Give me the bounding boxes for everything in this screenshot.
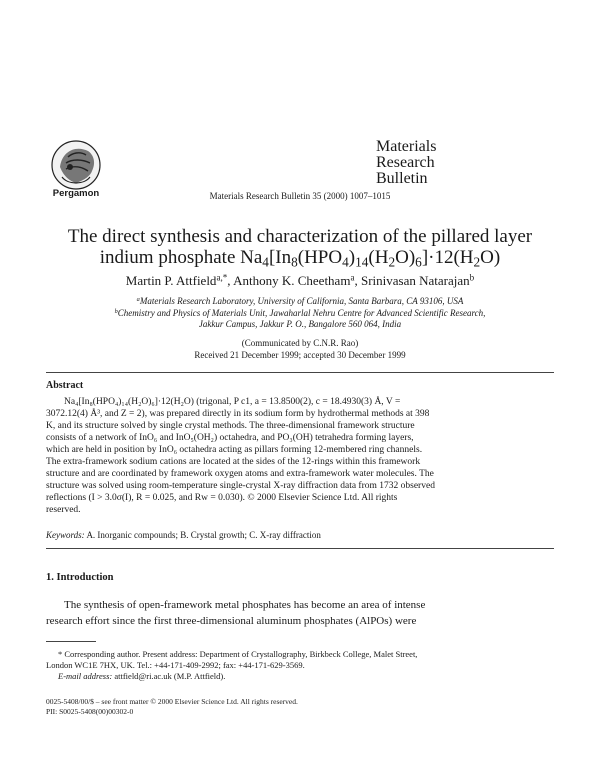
editorial-dates — [0, 338, 600, 361]
abstract-line: structure and are coordinated by framework oxygen atoms and extra-framework water molecules. The — [46, 469, 434, 479]
author-list: Martin P. Attfield$^{a,*}$, Anthony K. Cheetham$^a$, Srinivasan Natarajan$^b$ — [125, 272, 475, 288]
journal-reference: Materials Research Bulletin 35 (2000) 1007–1015 — [209, 191, 391, 201]
abstract-line: reflections (I > 3.0σ(I), R = 0.025, and Rw = 0.030). © 2000 Elsevier Science Ltd. All rights — [46, 493, 398, 503]
received-date: Received 21 December 1999; accepted 30 December 1999 — [194, 349, 406, 360]
footnote-line: London WC1E 7HX, UK. Tel.: +44-171-409-2992; fax: +44-171-629-3569. — [46, 660, 305, 670]
pii-line: PII: S0025-5408(00)00302-0 — [46, 707, 134, 716]
author-name: Martin P. Attfield — [125, 273, 217, 288]
brand-line: Research — [376, 154, 435, 171]
front-matter-line: 0025-5408/00/$ – see front matter © 2000 Elsevier Science Ltd. All rights reserved. — [46, 697, 298, 706]
abstract-body — [46, 396, 554, 516]
abstract-line: K, and its structure solved by single crystal methods. The three-dimensional framework structure — [46, 421, 415, 431]
author-mark: b — [469, 272, 475, 283]
intro-line: research effort since the first three-dimensional aluminum phosphates (AlPOs) were — [46, 615, 417, 627]
footnote-email — [46, 671, 554, 682]
abstract-line: Na₄[In₈(HPO₄)₁₄(H₂O)₆]·12(H₂O) (trigonal, P c1, a = 13.8500(2), c = 18.4930(3) Å, V = — [64, 397, 401, 407]
brand-line: Bulletin — [376, 170, 428, 187]
affiliations — [0, 296, 600, 331]
abstract-line: reserved. — [46, 505, 81, 515]
introduction-body — [46, 597, 554, 629]
affiliation: $^a$Materials Research Laboratory, University of California, Santa Barbara, CA 93106, USA — [136, 295, 464, 306]
journal-brand — [376, 139, 436, 187]
intro-line: The synthesis of open-framework metal phosphates has become an area of intense — [64, 599, 426, 611]
footnote — [46, 649, 554, 682]
email-text: attfield@ri.ac.uk (M.P. Attfield). — [112, 671, 226, 681]
abstract-line: consists of a network of InO₆ and InO₅(OH₂) octahedra, and PO₃(OH) tetrahedra forming layers, — [46, 433, 414, 443]
abstract-line: which are held in position by InO₆ octahedra acting as pillars forming 12-membered ring channels. — [46, 445, 423, 455]
footnote-rule — [46, 641, 96, 642]
author-mark: a — [350, 272, 355, 283]
communicated-by: (Communicated by C.N.R. Rao) — [241, 338, 359, 348]
affiliation-cont: Jakkur Campus, Jakkur P. O., Bangalore 560 064, India — [198, 319, 402, 329]
abstract-line: The extra-framework sodium cations are located at the sides of the 12-rings within this framework — [46, 457, 421, 467]
footnote-line: * Corresponding author. Present address: Department of Crystallography, Birkbeck College, Malet Street, — [58, 649, 418, 659]
abstract-heading: Abstract — [46, 380, 84, 391]
abstract-line: structure was solved using room-temperature single-crystal X-ray diffraction data from 1732 observed — [46, 481, 435, 491]
abstract-line: 3072.12(4) Å³, and Z = 2), was prepared directly in its sodium form by hydrothermal methods at 398 — [46, 409, 430, 419]
title-line-1: The direct synthesis and characterization of the pillared layer — [67, 226, 533, 247]
affiliation: $^b$Chemistry and Physics of Materials Unit, Jawaharlal Nehru Centre for Advanced Scientific Research, — [114, 307, 486, 318]
front-matter — [46, 697, 298, 717]
keywords — [46, 530, 321, 540]
author-name: Anthony K. Cheetham — [233, 273, 351, 288]
brand-line: Materials — [376, 138, 437, 155]
publisher-name: Pergamon — [52, 188, 100, 199]
title-line-2: indium phosphate $Na_4[In_8(HPO_4)_{14}(H_2O)_6]\cdot 12(H_2O)$ — [99, 247, 501, 270]
abstract-rule-top — [46, 372, 554, 373]
article-title — [0, 226, 600, 268]
email-label: E-mail address: — [58, 671, 113, 681]
author-name: Srinivasan Natarajan — [360, 273, 470, 288]
section-heading: 1. Introduction — [46, 572, 114, 583]
abstract-rule-bottom — [46, 548, 554, 549]
keywords-label: Keywords: — [46, 530, 85, 540]
keywords-text: A. Inorganic compounds; B. Crystal growth; C. X-ray diffraction — [86, 530, 321, 540]
author-mark: a,* — [216, 272, 228, 283]
